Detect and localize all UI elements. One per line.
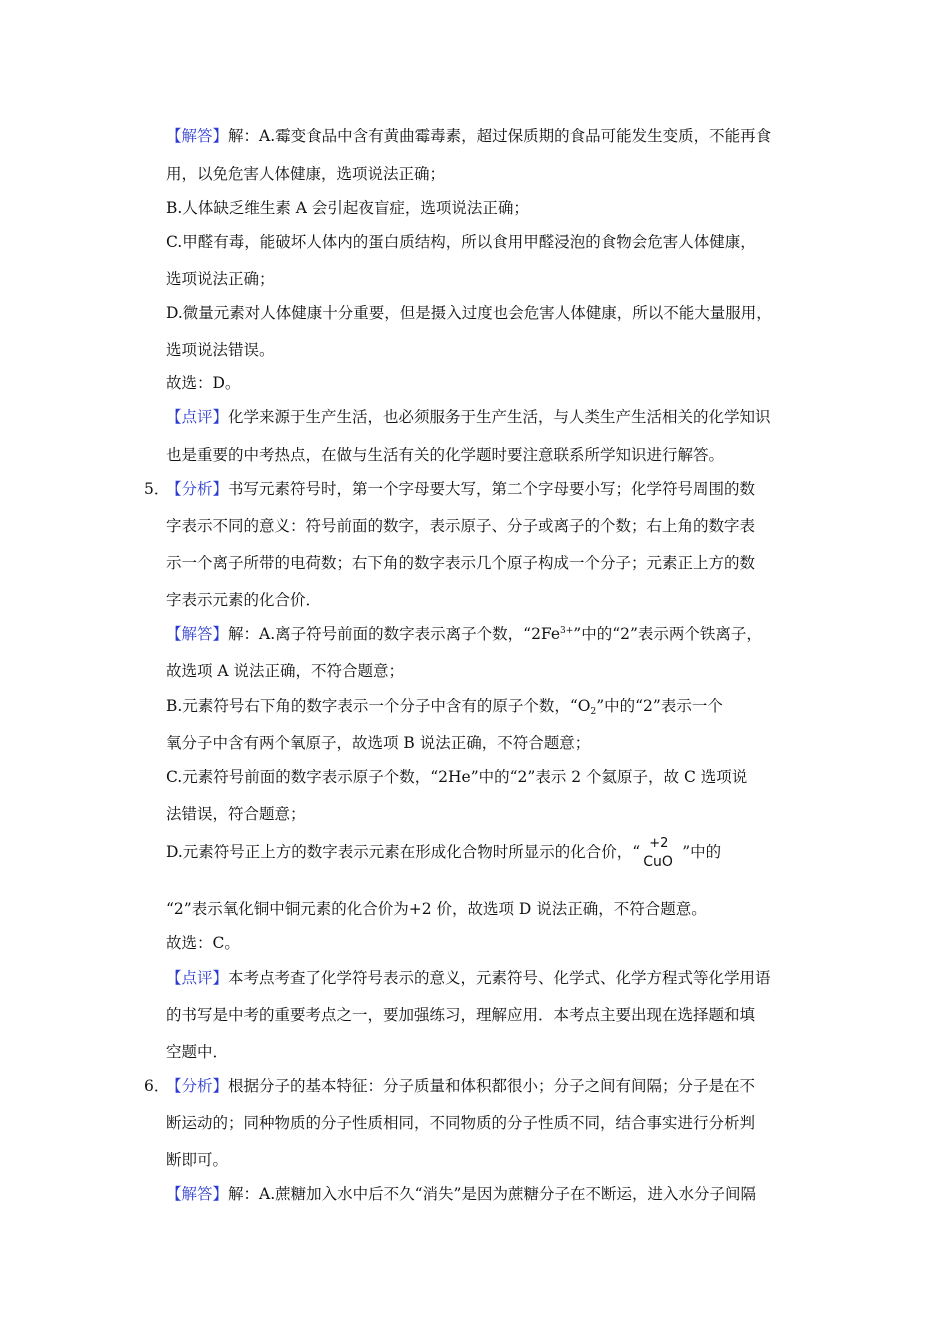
q4-comment-line-1: 【点评】化学来源于生产生活，也必须服务于生产生活，与人类生产生活相关的化学知识 xyxy=(166,408,771,426)
q5-answer-a-line-1: 【解答】解：A.离子符号前面的数字表示离子个数，“$2Fe^{3+}$”中的“2”表示两个铁离子， xyxy=(166,625,762,643)
q5-analysis-line-2: 字表示不同的意义：符号前面的数字，表示原子、分子或离子的个数；右上角的数字表 xyxy=(166,517,756,535)
q4-answer-line-5: 选项说法正确； xyxy=(166,270,275,288)
copper-oxide-valence-formula xyxy=(640,836,682,870)
q5-answer-c-line-2: 法错误，符合题意； xyxy=(166,805,306,823)
ion-charge: 3+ xyxy=(560,626,574,636)
q5-analysis-line-3: 示一个离子所带的电荷数；右下角的数字表示几个原子构成一个分子；元素正上方的数 xyxy=(166,554,756,572)
q6-analysis-line-2: 断运动的；同种物质的分子性质相同，不同物质的分子性质不同，结合事实进行分析判 xyxy=(166,1114,756,1132)
q5-comment-line-2: 的书写是中考的重要考点之一，要加强练习，理解应用．本考点主要出现在选择题和填 xyxy=(166,1006,756,1024)
q4-answer-line-7: 选项说法错误。 xyxy=(166,341,275,359)
q6-analysis-line-1: 【分析】根据分子的基本特征：分子质量和体积都很小；分子之间有间隔；分子是在不 xyxy=(166,1077,756,1095)
q4-comment-line-2: 也是重要的中考热点，在做与生活有关的化学题时要注意联系所学知识进行解答。 xyxy=(166,446,725,464)
answer-tag: 【解答】 xyxy=(166,1185,229,1203)
iron-ion-formula: 2Fe xyxy=(531,625,561,643)
answer-tag: 【解答】 xyxy=(166,625,229,643)
q5-answer-d-line-2: “2”表示氧化铜中铜元素的化合价为+2 价，故选项 D 说法正确，不符合题意。 xyxy=(166,900,707,918)
q4-answer-line-2: 用，以免危害人体健康，选项说法正确； xyxy=(166,165,446,183)
q4-answer-line-3: B.人体缺乏维生素 A 会引起夜盲症，选项说法正确； xyxy=(166,199,529,217)
q5-answer-a-line-2: 故选项 A 说法正确，不符合题意； xyxy=(166,662,405,680)
comment-tag: 【点评】 xyxy=(166,969,229,987)
answer-tag: 【解答】 xyxy=(166,127,229,145)
q4-answer-line-4: C.甲醛有毒，能破坏人体内的蛋白质结构，所以食用甲醛浸泡的食物会危害人体健康， xyxy=(166,233,756,251)
comment-tag: 【点评】 xyxy=(166,408,229,426)
q5-answer-b-line-1: B.元素符号右下角的数字表示一个分子中含有的原子个数，“$O_2$”中的“2”表示一个 xyxy=(166,697,723,717)
q5-comment-line-1: 【点评】本考点考查了化学符号表示的意义，元素符号、化学式、化学方程式等化学用语 xyxy=(166,969,771,987)
q4-answer-choice: 故选：D。 xyxy=(166,374,241,392)
q5-answer-c-line-1: C.元素符号前面的数字表示原子个数，“2He”中的“2”表示 2 个氦原子，故 C 选项说 xyxy=(166,768,748,786)
q5-answer-b-line-2: 氧分子中含有两个氧原子，故选项 B 说法正确，不符合题意； xyxy=(166,734,591,752)
analysis-tag: 【分析】 xyxy=(166,480,229,498)
q4-answer-line-6: D.微量元素对人体健康十分重要，但是摄入过度也会危害人体健康，所以不能大量服用， xyxy=(166,304,772,322)
analysis-tag: 【分析】 xyxy=(166,1077,229,1095)
atom-count: 2 xyxy=(590,707,597,717)
q5-answer-d-line-1: D.元素符号正上方的数字表示元素在形成化合物时所显示的化合价，“ +2 CuO ”中的 xyxy=(166,836,722,870)
q6-analysis-line-3: 断即可。 xyxy=(166,1151,229,1169)
valence-mark: +2 xyxy=(649,836,669,851)
q5-analysis-line-4: 字表示元素的化合价． xyxy=(166,591,322,609)
q5-comment-line-3: 空题中． xyxy=(166,1043,229,1061)
oxygen-formula: O xyxy=(577,697,591,715)
q6-answer-line-1: 【解答】解：A.蔗糖加入水中后不久“消失”是因为蔗糖分子在不断运，进入水分子间隔 xyxy=(166,1185,756,1203)
copper-oxide-formula: CuO xyxy=(643,854,673,870)
q5-analysis-line-1: 【分析】书写元素符号时，第一个字母要大写，第二个字母要小写；化学符号周围的数 xyxy=(166,480,756,498)
q4-answer-line-1: 【解答】解：A.霉变食品中含有黄曲霉毒素，超过保质期的食品可能发生变质，不能再食 xyxy=(166,127,772,145)
q5-answer-choice: 故选：C。 xyxy=(166,934,240,952)
question-number-5: 5． xyxy=(144,480,170,498)
question-number-6: 6． xyxy=(144,1077,170,1095)
